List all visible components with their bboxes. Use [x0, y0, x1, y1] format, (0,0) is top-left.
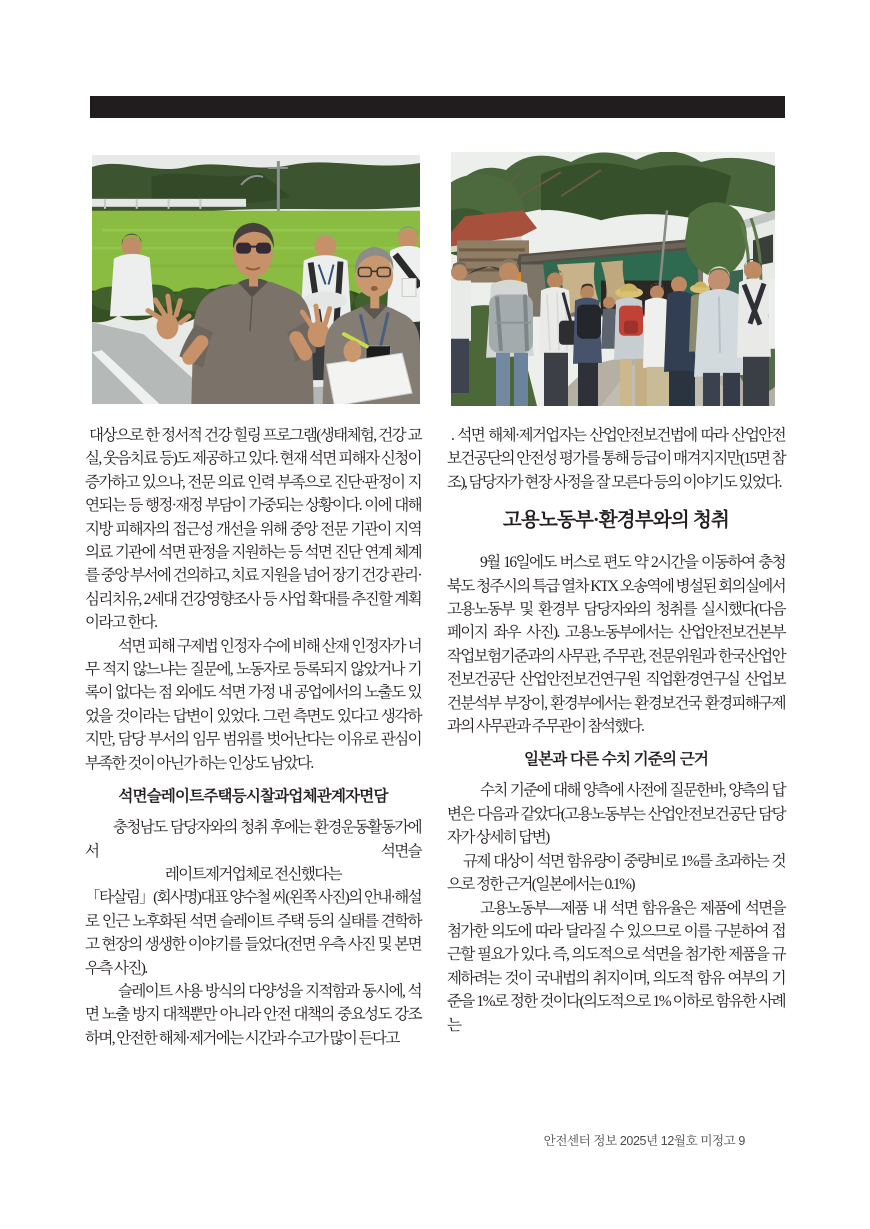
left-paragraph-3-line-2: 레이트제거업체로 전신했다는 [164, 865, 342, 883]
field-interview-illustration [92, 155, 420, 404]
left-paragraph-1: 대상으로 한 정서적 건강 힐링 프로그램(생태체험, 건강 교실, 웃음치료 등)도 제공하고 있다. 현재 석면 피해자 신청이 증가하고 있으나, 전문 의료 인력 부족으로 진단·판정이 지연되는 등 행정·재정 부담이 가중되는 상황이다. 이에 대해 지방 피해자의 접근성 개선을 위해 중앙 전문 기관이 지역 의료 기관에 석면 판정을 지원하는 등 석면 진단 연계 체계를 중앙 부서에 건의하고, 치료 지원을 넘어 장기 건강 관리·심리치유, 2세대 건강영향조사 등 사업 확대를 추진할 계획이라고 한다. [85, 427, 421, 632]
left-paragraph-3-line-1: 충청남도 담당자와의 청취 후에는 환경운동활동가에서 석면슬 [85, 819, 421, 860]
right-paragraph-2: 9월 16일에도 버스로 편도 약 2시간을 이동하여 충청북도 청주시의 특급 열차 KTX 오송역에 병설된 회의실에서 고용노동부 및 환경부 담당자와의 청취를 실시했다(다음 페이지 좌우 사진). 고용노동부에서는 산업안전보건본부 작업보험기준과의 사무관, 주무관, 전문위원과 한국산업안전보건공단 산업안전보건연구원 직업환경연구실 산업보건분석부 부장이, 환경부에서는 환경보건국 환경피해구제과의 사무관과 주무관이 참석했다. [447, 554, 785, 736]
left-paragraph-2: 석면 피해 구제법 인정자 수에 비해 산재 인정자가 너무 적지 않느냐는 질문에, 노동자로 등록되지 않았거나 기록이 없다는 점 외에도 석면 가정 내 공업에서의 노출도 있었을 것이라는 답변이 있었다. 그런 측면도 있다고 생각하지만, 담당 부서의 임무 범위를 벗어난다는 이유로 관심이 부족한 것이 아닌가 하는 인상도 남았다. [85, 637, 421, 772]
field-interview-photo [92, 155, 420, 404]
page-header-bar [90, 96, 785, 118]
right-paragraph-5: 고용노동부—제품 내 석면 함유율은 제품에 석면을 첨가한 의도에 따라 달라질 수 있으므로 이를 구분하여 접근할 필요가 있다. 즉, 의도적으로 석면을 첨가한 제품을 규제하려는 것이 국내법의 취지이며, 의도적 함유 여부의 기준을 1%로 정한 것이다(의도적으로 1% 이하로 함유한 사례는 [447, 899, 785, 1034]
page-footer: 안전센터 정보 2025년 12월호 미정고 9 [543, 1134, 745, 1148]
left-paragraph-4: 슬레이트 사용 방식의 다양성을 지적함과 동시에, 석면 노출 방지 대책뿐만 아니라 안전 대책의 중요성도 강조하며, 안전한 해체·제거에는 시간과 수고가 많이 든다고 [85, 982, 421, 1047]
right-paragraph-3: 수치 기준에 대해 양측에 사전에 질문한바, 양측의 답변은 다음과 같았다(고용노동부는 산업안전보건공단 담당자가 상세히 답변) [447, 782, 785, 847]
right-paragraph-1: . 석면 해체·제거업자는 산업안전보건법에 따라 산업안전보건공단의 안전성 평가를 통해 등급이 매겨지지만(15면 참조), 담당자가 현장 사정을 잘 모른다 등의 이야기도 있었다. [447, 427, 785, 491]
site-visit-group-photo [451, 152, 775, 406]
section-heading-slate-visit: 석면슬레이트주택등시찰과업체관계자면담 [118, 788, 388, 806]
left-paragraph-3-rest: 「타살림」(회사명)대표 양수철 씨(왼쪽 사진)의 안내·해설로 인근 노후화된 석면 슬레이트 주택 등의 실태를 견학하고 현장의 생생한 이야기를 들었다(전면 우측 사진 및 본면 우측 사진). [85, 889, 421, 977]
section-heading-numeric-basis: 일본과 다른 수치 기준의 근거 [523, 751, 709, 769]
site-visit-illustration [451, 152, 775, 406]
section-heading-ministry-hearing: 고용노동부·환경부와의 청취 [502, 510, 730, 532]
right-text-column [447, 424, 785, 1037]
left-text-column [85, 424, 421, 1050]
right-paragraph-4: 규제 대상이 석면 함유량이 중량비로 1%를 초과하는 것으로 정한 근거(일본에서는 0.1%) [447, 852, 785, 894]
